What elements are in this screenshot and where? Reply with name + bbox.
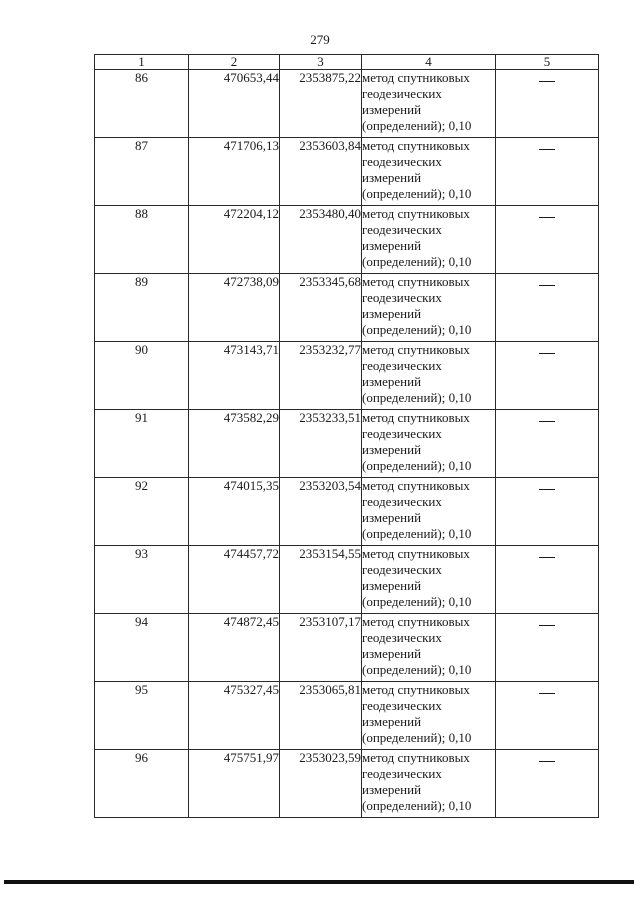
table-row bbox=[95, 70, 599, 138]
note-cell bbox=[496, 342, 599, 410]
table-row bbox=[95, 614, 599, 682]
point-number-cell: 91 bbox=[95, 410, 189, 478]
method-line: метод спутниковых bbox=[362, 138, 470, 153]
method-line: геодезических bbox=[362, 290, 442, 305]
method-line: измерений bbox=[362, 646, 422, 661]
x-coordinate-cell: 473582,29 bbox=[189, 410, 280, 478]
y-coordinate-cell: 2353233,51 bbox=[280, 410, 362, 478]
method-line: геодезических bbox=[362, 154, 442, 169]
method-line: геодезических bbox=[362, 358, 442, 373]
method-cell bbox=[362, 750, 496, 818]
point-number-cell: 89 bbox=[95, 274, 189, 342]
table-row bbox=[95, 138, 599, 206]
method-line: (определений); 0,10 bbox=[362, 730, 472, 745]
point-number-cell: 87 bbox=[95, 138, 189, 206]
note-cell bbox=[496, 274, 599, 342]
method-line: измерений bbox=[362, 374, 422, 389]
point-number-cell: 86 bbox=[95, 70, 189, 138]
dash-mark bbox=[539, 625, 555, 626]
method-line: измерений bbox=[362, 442, 422, 457]
coordinates-table bbox=[94, 54, 599, 818]
point-number-cell: 95 bbox=[95, 682, 189, 750]
column-header: 1 bbox=[95, 55, 189, 70]
dash-mark bbox=[539, 557, 555, 558]
table-row bbox=[95, 206, 599, 274]
column-header: 2 bbox=[189, 55, 280, 70]
table-row bbox=[95, 682, 599, 750]
table-row bbox=[95, 546, 599, 614]
dash-mark bbox=[539, 81, 555, 82]
y-coordinate-cell: 2353603,84 bbox=[280, 138, 362, 206]
note-cell bbox=[496, 138, 599, 206]
point-number-cell: 88 bbox=[95, 206, 189, 274]
point-number-cell: 93 bbox=[95, 546, 189, 614]
method-line: (определений); 0,10 bbox=[362, 594, 472, 609]
x-coordinate-cell: 471706,13 bbox=[189, 138, 280, 206]
note-cell bbox=[496, 614, 599, 682]
method-line: геодезических bbox=[362, 86, 442, 101]
method-cell bbox=[362, 342, 496, 410]
y-coordinate-cell: 2353232,77 bbox=[280, 342, 362, 410]
y-coordinate-cell: 2353107,17 bbox=[280, 614, 362, 682]
method-line: (определений); 0,10 bbox=[362, 118, 472, 133]
note-cell bbox=[496, 750, 599, 818]
column-header: 3 bbox=[280, 55, 362, 70]
dash-mark bbox=[539, 761, 555, 762]
method-line: (определений); 0,10 bbox=[362, 526, 472, 541]
method-line: геодезических bbox=[362, 222, 442, 237]
method-line: геодезических bbox=[362, 562, 442, 577]
y-coordinate-cell: 2353154,55 bbox=[280, 546, 362, 614]
table-row bbox=[95, 274, 599, 342]
method-cell bbox=[362, 546, 496, 614]
y-coordinate-cell: 2353065,81 bbox=[280, 682, 362, 750]
method-line: (определений); 0,10 bbox=[362, 186, 472, 201]
method-line: измерений bbox=[362, 578, 422, 593]
note-cell bbox=[496, 546, 599, 614]
method-line: метод спутниковых bbox=[362, 70, 470, 85]
note-cell bbox=[496, 682, 599, 750]
method-line: метод спутниковых bbox=[362, 750, 470, 765]
column-header: 4 bbox=[362, 55, 496, 70]
x-coordinate-cell: 473143,71 bbox=[189, 342, 280, 410]
method-line: измерений bbox=[362, 714, 422, 729]
column-header: 5 bbox=[496, 55, 599, 70]
method-line: геодезических bbox=[362, 766, 442, 781]
method-line: метод спутниковых bbox=[362, 682, 470, 697]
dash-mark bbox=[539, 489, 555, 490]
x-coordinate-cell: 474015,35 bbox=[189, 478, 280, 546]
dash-mark bbox=[539, 353, 555, 354]
method-line: метод спутниковых bbox=[362, 342, 470, 357]
method-line: метод спутниковых bbox=[362, 274, 470, 289]
dash-mark bbox=[539, 693, 555, 694]
table-row bbox=[95, 750, 599, 818]
y-coordinate-cell: 2353203,54 bbox=[280, 478, 362, 546]
dash-mark bbox=[539, 217, 555, 218]
table-body bbox=[95, 70, 599, 818]
x-coordinate-cell: 474457,72 bbox=[189, 546, 280, 614]
point-number-cell: 96 bbox=[95, 750, 189, 818]
note-cell bbox=[496, 206, 599, 274]
method-cell bbox=[362, 478, 496, 546]
x-coordinate-cell: 475751,97 bbox=[189, 750, 280, 818]
method-cell bbox=[362, 682, 496, 750]
x-coordinate-cell: 475327,45 bbox=[189, 682, 280, 750]
method-line: измерений bbox=[362, 782, 422, 797]
y-coordinate-cell: 2353345,68 bbox=[280, 274, 362, 342]
method-cell bbox=[362, 138, 496, 206]
table-row bbox=[95, 410, 599, 478]
x-coordinate-cell: 470653,44 bbox=[189, 70, 280, 138]
method-line: геодезических bbox=[362, 698, 442, 713]
table-row bbox=[95, 478, 599, 546]
point-number-cell: 94 bbox=[95, 614, 189, 682]
method-line: геодезических bbox=[362, 630, 442, 645]
point-number-cell: 92 bbox=[95, 478, 189, 546]
bottom-rule bbox=[4, 880, 634, 884]
y-coordinate-cell: 2353875,22 bbox=[280, 70, 362, 138]
dash-mark bbox=[539, 149, 555, 150]
table-header-row bbox=[95, 55, 599, 70]
dash-mark bbox=[539, 285, 555, 286]
point-number-cell: 90 bbox=[95, 342, 189, 410]
x-coordinate-cell: 472738,09 bbox=[189, 274, 280, 342]
method-line: метод спутниковых bbox=[362, 478, 470, 493]
method-line: геодезических bbox=[362, 494, 442, 509]
method-cell bbox=[362, 410, 496, 478]
method-line: измерений bbox=[362, 102, 422, 117]
note-cell bbox=[496, 410, 599, 478]
x-coordinate-cell: 472204,12 bbox=[189, 206, 280, 274]
table-row bbox=[95, 342, 599, 410]
x-coordinate-cell: 474872,45 bbox=[189, 614, 280, 682]
dash-mark bbox=[539, 421, 555, 422]
method-cell bbox=[362, 274, 496, 342]
method-line: (определений); 0,10 bbox=[362, 322, 472, 337]
method-line: метод спутниковых bbox=[362, 614, 470, 629]
page-number: 279 bbox=[310, 32, 330, 47]
method-line: (определений); 0,10 bbox=[362, 390, 472, 405]
note-cell bbox=[496, 478, 599, 546]
note-cell bbox=[496, 70, 599, 138]
method-line: (определений); 0,10 bbox=[362, 458, 472, 473]
method-line: измерений bbox=[362, 170, 422, 185]
method-line: измерений bbox=[362, 306, 422, 321]
method-cell bbox=[362, 614, 496, 682]
method-cell bbox=[362, 70, 496, 138]
y-coordinate-cell: 2353023,59 bbox=[280, 750, 362, 818]
y-coordinate-cell: 2353480,40 bbox=[280, 206, 362, 274]
method-line: измерений bbox=[362, 510, 422, 525]
method-line: измерений bbox=[362, 238, 422, 253]
method-cell bbox=[362, 206, 496, 274]
method-line: (определений); 0,10 bbox=[362, 798, 472, 813]
method-line: геодезических bbox=[362, 426, 442, 441]
method-line: метод спутниковых bbox=[362, 206, 470, 221]
method-line: метод спутниковых bbox=[362, 546, 470, 561]
method-line: (определений); 0,10 bbox=[362, 254, 472, 269]
method-line: метод спутниковых bbox=[362, 410, 470, 425]
method-line: (определений); 0,10 bbox=[362, 662, 472, 677]
